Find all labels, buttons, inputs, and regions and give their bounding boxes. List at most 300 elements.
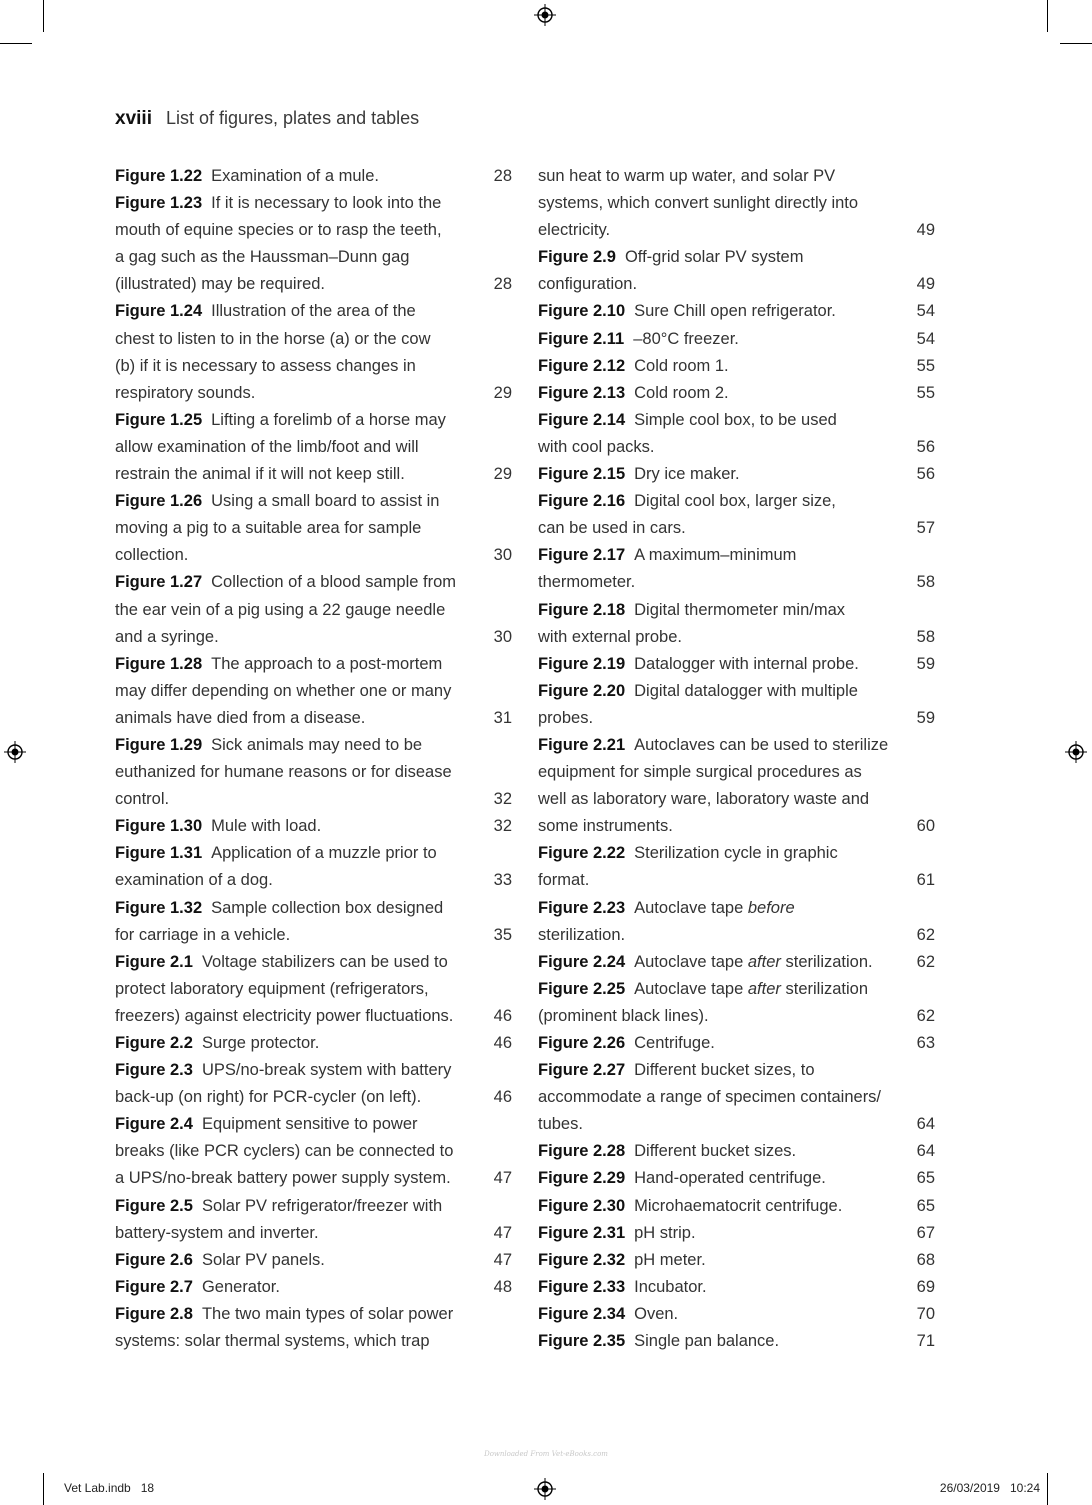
entry-text	[115, 1084, 482, 1111]
entry-text	[115, 597, 482, 624]
figure-entry	[538, 542, 935, 596]
entry-text	[115, 813, 482, 840]
figure-label: Figure 2.10	[538, 302, 626, 321]
entry-line	[538, 732, 935, 759]
page-ref: 58	[916, 573, 935, 592]
entry-text	[115, 1138, 482, 1165]
entry-line	[115, 813, 512, 840]
entry-text	[538, 407, 905, 434]
entry-text	[115, 1165, 482, 1192]
figure-label: Figure 2.8	[115, 1304, 193, 1323]
caption-text: mouth of equine species or to rasp the teeth,	[115, 221, 442, 240]
figure-label: Figure 2.20	[538, 681, 626, 700]
caption-text: Single pan balance.	[634, 1332, 780, 1351]
figure-label: Figure 2.34	[538, 1304, 626, 1323]
entry-line	[115, 190, 512, 217]
caption-text: Dry ice maker.	[634, 465, 740, 484]
page-ref: 54	[916, 302, 935, 321]
entry-text	[115, 1030, 482, 1057]
crop-mark-bottom-right-v	[1047, 1473, 1048, 1505]
figure-label: Figure 2.11	[538, 329, 625, 348]
caption-text: Autoclave tape	[634, 979, 748, 998]
entry-line	[538, 461, 935, 488]
entry-text	[538, 569, 905, 596]
page-ref: 63	[916, 1034, 935, 1052]
figure-label: Figure 1.26	[115, 492, 203, 511]
figure-label: Figure 1.29	[115, 735, 203, 754]
entry-line	[115, 840, 512, 867]
entry-line	[538, 244, 935, 271]
entry-line	[115, 786, 512, 813]
entry-line	[115, 597, 512, 624]
entry-text	[115, 217, 482, 244]
caption-text: can be used in cars.	[538, 519, 686, 538]
entry-text	[538, 1003, 905, 1030]
figure-entry	[538, 1301, 935, 1328]
figure-entry	[538, 949, 935, 976]
figure-label: Figure 2.26	[538, 1034, 626, 1052]
figure-entry	[115, 1274, 512, 1301]
entry-text	[538, 705, 905, 732]
entry-line	[115, 895, 512, 922]
entry-line	[115, 244, 512, 271]
page-ref: 32	[493, 790, 512, 809]
caption-text: Microhaematocrit centrifuge.	[634, 1196, 843, 1215]
figure-label: Figure 2.9	[538, 248, 616, 267]
figure-label: Figure 2.7	[115, 1277, 193, 1296]
entry-text	[538, 461, 905, 488]
entry-line	[115, 867, 512, 894]
entry-text	[538, 922, 905, 949]
entry-line	[115, 1084, 512, 1111]
figure-label: Figure 1.23	[115, 194, 203, 213]
figure-label: Figure 2.28	[538, 1142, 626, 1161]
figure-label: Figure 2.25	[538, 979, 626, 998]
caption-text: Lifting a forelimb of a horse may	[211, 410, 446, 429]
page-ref: 46	[493, 1006, 512, 1025]
entry-text	[115, 380, 482, 407]
caption-text: control.	[115, 790, 170, 809]
entry-text	[538, 1165, 905, 1192]
entry-line	[538, 515, 935, 542]
entry-line	[115, 651, 512, 678]
caption-text: well as laboratory ware, laboratory waste and	[538, 790, 870, 809]
figure-entry	[538, 244, 935, 298]
entry-text	[538, 298, 905, 325]
entry-text	[538, 624, 905, 651]
figure-entry	[115, 407, 512, 488]
entry-line	[538, 624, 935, 651]
caption-text: Digital cool box, larger size,	[634, 492, 836, 511]
entry-line	[538, 759, 935, 786]
entry-line	[115, 298, 512, 325]
entry-line	[538, 976, 935, 1003]
page-ref: 65	[916, 1169, 935, 1188]
caption-text: breaks (like PCR cyclers) can be connected to	[115, 1142, 454, 1161]
caption-text: collection.	[115, 546, 189, 565]
entry-line	[115, 326, 512, 353]
figure-entry	[538, 1138, 935, 1165]
figure-entry	[538, 326, 935, 353]
caption-text: systems: solar thermal systems, which trap	[115, 1332, 430, 1351]
figure-entry	[115, 1057, 512, 1111]
running-header	[115, 108, 419, 130]
caption-text: Centrifuge.	[634, 1034, 715, 1052]
page-ref: 49	[916, 221, 935, 240]
figure-entry	[115, 1301, 512, 1355]
entry-line	[538, 1220, 935, 1247]
entry-line	[115, 1247, 512, 1274]
entry-text	[115, 759, 482, 786]
entry-text	[115, 624, 482, 651]
page-ref: 55	[916, 383, 935, 402]
figure-entry	[538, 353, 935, 380]
entry-text	[115, 407, 482, 434]
entry-text	[538, 434, 905, 461]
entry-text	[538, 651, 905, 678]
caption-text: battery-system and inverter.	[115, 1223, 319, 1242]
entry-line	[115, 678, 512, 705]
figure-label: Figure 2.1	[115, 952, 193, 971]
entry-line	[115, 380, 512, 407]
entry-line	[538, 1003, 935, 1030]
entry-line	[538, 1057, 935, 1084]
entry-text	[538, 190, 905, 217]
page-ref: 54	[916, 329, 935, 348]
figure-entry	[115, 488, 512, 569]
entry-text	[115, 515, 482, 542]
figure-entry	[538, 651, 935, 678]
entry-line	[115, 461, 512, 488]
entry-text	[538, 353, 905, 380]
figure-entry	[538, 1165, 935, 1192]
entry-text	[538, 1247, 905, 1274]
entry-text	[538, 1301, 905, 1328]
caption-text: allow examination of the limb/foot and will	[115, 437, 419, 456]
entry-text	[115, 1193, 482, 1220]
entry-text	[115, 922, 482, 949]
entry-line	[538, 1274, 935, 1301]
crop-mark-top-left-h	[0, 43, 32, 44]
entry-line	[538, 434, 935, 461]
entry-text	[115, 976, 482, 1003]
figure-label: Figure 2.21	[538, 735, 626, 754]
figure-entry	[538, 163, 935, 244]
caption-text: configuration.	[538, 275, 638, 294]
entry-text	[538, 1193, 905, 1220]
figure-label: Figure 2.33	[538, 1277, 626, 1296]
entry-text	[115, 705, 482, 732]
entry-line	[538, 1193, 935, 1220]
page-ref: 55	[916, 356, 935, 375]
figure-label: Figure 2.18	[538, 600, 626, 619]
caption-text: with external probe.	[538, 627, 682, 646]
caption-text: for carriage in a vehicle.	[115, 925, 291, 944]
entry-line	[538, 380, 935, 407]
entry-text	[538, 1138, 905, 1165]
caption-text: Incubator.	[634, 1277, 707, 1296]
figure-label: Figure 2.16	[538, 492, 626, 511]
caption-text: Off-grid solar PV system	[624, 248, 804, 267]
page-ref: 47	[493, 1250, 512, 1269]
entry-line	[115, 976, 512, 1003]
figure-label: Figure 2.12	[538, 356, 626, 375]
caption-text: The two main types of solar power	[201, 1304, 454, 1323]
page-ref: 35	[493, 925, 512, 944]
entry-line	[538, 705, 935, 732]
caption-text: Mule with load.	[211, 817, 322, 836]
caption-text: Hand-operated centrifuge.	[634, 1169, 826, 1188]
entry-line	[115, 1138, 512, 1165]
figure-entry	[538, 1193, 935, 1220]
page-ref: 59	[916, 708, 935, 727]
caption-text: Different bucket sizes, to	[634, 1061, 815, 1080]
entry-text	[115, 1328, 482, 1355]
caption-text: (b) if it is necessary to assess changes in	[115, 356, 416, 375]
entry-line	[115, 1165, 512, 1192]
caption-italic-text: after	[747, 952, 781, 971]
page-ref: 62	[916, 952, 935, 971]
left-column	[115, 163, 512, 1355]
caption-text: Autoclaves can be used to sterilize	[634, 735, 889, 754]
page-ref: 48	[493, 1277, 512, 1296]
entry-line	[538, 1165, 935, 1192]
caption-italic-text: after	[747, 979, 781, 998]
entry-text	[115, 1247, 482, 1274]
entry-text	[538, 1274, 905, 1301]
caption-text: chest to listen to in the horse (a) or the cow	[115, 329, 431, 348]
page-ref: 28	[493, 167, 512, 185]
caption-text: thermometer.	[538, 573, 636, 592]
footer-date-slug: 26/03/2019 10:24	[939, 1481, 1040, 1495]
caption-text: a UPS/no-break battery power supply system.	[115, 1169, 451, 1188]
entry-text	[538, 542, 905, 569]
page-ref: 29	[493, 383, 512, 402]
figure-label: Figure 2.2	[115, 1034, 193, 1052]
figure-entry	[115, 949, 512, 1030]
page-ref: 31	[493, 708, 512, 727]
entry-line	[115, 163, 512, 190]
entry-text	[538, 759, 905, 786]
figure-entry	[538, 1274, 935, 1301]
caption-text: respiratory sounds.	[115, 383, 256, 402]
entry-text	[538, 732, 905, 759]
entry-text	[115, 732, 482, 759]
entry-line	[115, 434, 512, 461]
registration-mark-icon	[534, 1478, 556, 1500]
caption-text: Generator.	[201, 1277, 280, 1296]
figure-entry	[115, 163, 512, 190]
figure-entry	[115, 732, 512, 813]
entry-text	[115, 326, 482, 353]
caption-text: freezers) against electricity power fluctuations.	[115, 1006, 454, 1025]
caption-text: Autoclave tape	[634, 898, 748, 917]
caption-text: pH meter.	[634, 1250, 706, 1269]
entry-text	[115, 488, 482, 515]
caption-text: Collection of a blood sample from	[211, 573, 456, 592]
figure-entry	[538, 840, 935, 894]
figure-label: Figure 1.31	[115, 844, 203, 863]
entry-line	[538, 217, 935, 244]
entry-line	[115, 1301, 512, 1328]
entry-text	[538, 867, 905, 894]
figure-entry	[115, 651, 512, 732]
caption-text: may differ depending on whether one or many	[115, 681, 452, 700]
caption-text: Sterilization cycle in graphic	[634, 844, 838, 863]
page-ref: 61	[916, 871, 935, 890]
entry-text	[538, 1084, 905, 1111]
caption-text: Digital thermometer min/max	[634, 600, 846, 619]
entry-line	[115, 488, 512, 515]
entry-text	[115, 895, 482, 922]
caption-text: (prominent black lines).	[538, 1006, 709, 1025]
figure-entry	[538, 1328, 935, 1355]
entry-text	[538, 217, 905, 244]
entry-line	[538, 1138, 935, 1165]
entry-line	[115, 1274, 512, 1301]
caption-text: sterilization	[780, 979, 869, 998]
crop-mark-top-left-v	[43, 0, 44, 32]
entry-text	[115, 840, 482, 867]
figure-label: Figure 2.15	[538, 465, 626, 484]
caption-text: If it is necessary to look into the	[211, 194, 442, 213]
page-ref: 59	[916, 654, 935, 673]
entry-text	[115, 163, 482, 190]
figure-label: Figure 2.29	[538, 1169, 626, 1188]
entry-line	[538, 922, 935, 949]
page-ref: 32	[493, 817, 512, 836]
page-ref: 29	[493, 465, 512, 484]
right-column	[538, 163, 935, 1355]
caption-text: back-up (on right) for PCR-cycler (on left).	[115, 1088, 422, 1107]
entry-line	[538, 678, 935, 705]
caption-text: some instruments.	[538, 817, 673, 836]
caption-text: sun heat to warm up water, and solar PV	[538, 167, 836, 185]
page-ref: 71	[916, 1332, 935, 1351]
page-ref: 47	[493, 1169, 512, 1188]
entry-line	[115, 732, 512, 759]
page-ref: 30	[493, 546, 512, 565]
entry-line	[538, 597, 935, 624]
entry-line	[115, 949, 512, 976]
page-ref: 70	[916, 1304, 935, 1323]
entry-text	[538, 1030, 905, 1057]
caption-text: Sample collection box designed	[211, 898, 444, 917]
entry-line	[115, 217, 512, 244]
figure-label: Figure 1.32	[115, 898, 203, 917]
caption-text: UPS/no-break system with battery	[201, 1061, 452, 1080]
page-ref: 33	[493, 871, 512, 890]
figure-label: Figure 2.14	[538, 410, 626, 429]
caption-text: (illustrated) may be required.	[115, 275, 326, 294]
figure-label: Figure 2.27	[538, 1061, 626, 1080]
page-ref: 65	[916, 1196, 935, 1215]
entry-line	[538, 1328, 935, 1355]
entry-line	[115, 1057, 512, 1084]
page-ref: 30	[493, 627, 512, 646]
entry-line	[538, 353, 935, 380]
caption-text: Voltage stabilizers can be used to	[201, 952, 448, 971]
entry-text	[115, 1057, 482, 1084]
page-ref: 46	[493, 1088, 512, 1107]
entry-text	[115, 867, 482, 894]
caption-text: systems, which convert sunlight directly into	[538, 194, 859, 213]
caption-text: Surge protector.	[201, 1034, 320, 1052]
entry-line	[115, 1220, 512, 1247]
caption-text: Datalogger with internal probe.	[634, 654, 859, 673]
entry-line	[538, 1030, 935, 1057]
caption-text: the ear vein of a pig using a 22 gauge needle	[115, 600, 446, 619]
caption-text: Solar PV refrigerator/freezer with	[201, 1196, 443, 1215]
registration-mark-icon	[4, 741, 26, 763]
entry-text	[538, 1328, 905, 1355]
figure-label: Figure 2.32	[538, 1250, 626, 1269]
figure-entry	[538, 298, 935, 325]
figure-entry	[538, 1220, 935, 1247]
entry-text	[115, 434, 482, 461]
entry-line	[538, 1111, 935, 1138]
entry-text	[115, 244, 482, 271]
caption-italic-text: before	[747, 898, 795, 917]
entry-line	[538, 949, 935, 976]
entry-line	[115, 353, 512, 380]
entry-text	[115, 569, 482, 596]
figure-entry	[538, 597, 935, 651]
page-ref: 67	[916, 1223, 935, 1242]
entry-text	[115, 190, 482, 217]
entry-text	[115, 1111, 482, 1138]
caption-text: A maximum–minimum	[634, 546, 797, 565]
entry-text	[115, 542, 482, 569]
caption-text: a gag such as the Haussman–Dunn gag	[115, 248, 410, 267]
figure-entry	[115, 569, 512, 650]
figure-entry	[538, 732, 935, 840]
caption-text: restrain the animal if it will not keep still.	[115, 465, 405, 484]
caption-text: Illustration of the area of the	[211, 302, 416, 321]
entry-line	[115, 542, 512, 569]
entry-text	[538, 840, 905, 867]
entry-line	[115, 1111, 512, 1138]
page-ref: 56	[916, 437, 935, 456]
figure-label: Figure 1.25	[115, 410, 203, 429]
entry-line	[115, 922, 512, 949]
caption-text: pH strip.	[634, 1223, 696, 1242]
figure-label: Figure 2.22	[538, 844, 626, 863]
figure-label: Figure 2.6	[115, 1250, 193, 1269]
figure-label: Figure 2.35	[538, 1332, 626, 1351]
figure-label: Figure 2.31	[538, 1223, 626, 1242]
entry-line	[538, 326, 935, 353]
caption-text: protect laboratory equipment (refrigerators,	[115, 979, 429, 998]
caption-text: Digital datalogger with multiple	[634, 681, 858, 700]
figure-label: Figure 2.5	[115, 1196, 193, 1215]
page-ref: 58	[916, 627, 935, 646]
caption-text: equipment for simple surgical procedures as	[538, 763, 862, 782]
page-ref: 28	[493, 275, 512, 294]
entry-line	[538, 488, 935, 515]
figure-entry	[538, 895, 935, 949]
figure-entry	[538, 488, 935, 542]
entry-line	[538, 271, 935, 298]
entry-text	[115, 651, 482, 678]
entry-line	[538, 1301, 935, 1328]
caption-text: Different bucket sizes.	[634, 1142, 797, 1161]
entry-text	[115, 1003, 482, 1030]
entry-text	[115, 786, 482, 813]
entry-text	[538, 895, 905, 922]
caption-text: and a syringe.	[115, 627, 219, 646]
entry-line	[538, 1247, 935, 1274]
